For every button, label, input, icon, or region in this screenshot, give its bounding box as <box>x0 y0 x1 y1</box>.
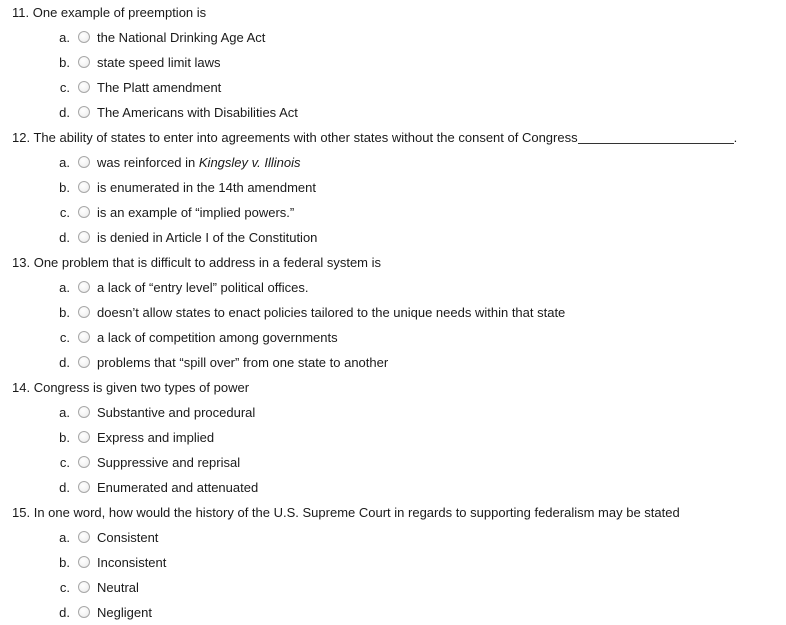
option-label[interactable]: doesn’t allow states to enact policies tailored to the unique needs within that state <box>97 305 566 320</box>
option-d <box>0 350 786 375</box>
option-label[interactable]: The Platt amendment <box>97 80 222 95</box>
question-text <box>0 375 786 400</box>
question-11 <box>0 0 786 125</box>
option-b <box>0 175 786 200</box>
radio-button[interactable] <box>78 406 90 418</box>
question-text <box>0 125 786 150</box>
radio-button[interactable] <box>78 281 90 293</box>
radio-button[interactable] <box>78 456 90 468</box>
option-letter: a. <box>59 155 70 170</box>
question-stem: One problem that is difficult to address in a federal system is <box>33 255 382 270</box>
option-letter: a. <box>59 30 70 45</box>
radio-button[interactable] <box>78 431 90 443</box>
option-label[interactable]: Consistent <box>97 530 159 545</box>
option-label[interactable]: Suppressive and reprisal <box>97 455 241 470</box>
option-letter: d. <box>59 105 70 120</box>
question-13 <box>0 250 786 375</box>
radio-button[interactable] <box>78 481 90 493</box>
option-label[interactable]: the National Drinking Age Act <box>97 30 266 45</box>
question-number: 15. <box>12 505 31 520</box>
option-label[interactable]: is denied in Article I of the Constitution <box>97 230 318 245</box>
option-letter: d. <box>59 605 70 620</box>
option-letter: b. <box>59 555 70 570</box>
option-d <box>0 100 786 125</box>
option-letter: a. <box>59 280 70 295</box>
radio-button[interactable] <box>78 81 90 93</box>
question-number: 14. <box>12 380 31 395</box>
radio-button[interactable] <box>78 531 90 543</box>
option-letter: c. <box>59 330 70 345</box>
option-label[interactable]: Substantive and procedural <box>97 405 256 420</box>
radio-button[interactable] <box>78 306 90 318</box>
option-letter: d. <box>59 480 70 495</box>
option-a <box>0 150 786 175</box>
question-stem: In one word, how would the history of the U.S. Supreme Court in regards to supporting federalism may be stated <box>33 505 680 520</box>
option-letter: c. <box>59 455 70 470</box>
radio-button[interactable] <box>78 331 90 343</box>
option-b <box>0 50 786 75</box>
option-a <box>0 25 786 50</box>
option-c <box>0 200 786 225</box>
question-number: 12. <box>12 130 31 145</box>
option-letter: c. <box>59 580 70 595</box>
option-letter: b. <box>59 305 70 320</box>
option-d <box>0 600 786 625</box>
question-stem: The ability of states to enter into agreements with other states without the consent of Congress <box>33 130 578 145</box>
option-letter: a. <box>59 530 70 545</box>
option-label[interactable]: Inconsistent <box>97 555 167 570</box>
option-label[interactable]: Enumerated and attenuated <box>97 480 259 495</box>
option-letter: c. <box>59 205 70 220</box>
option-b <box>0 300 786 325</box>
option-label-text: was reinforced in <box>97 155 199 170</box>
option-letter: b. <box>59 55 70 70</box>
option-letter: d. <box>59 230 70 245</box>
option-letter: b. <box>59 180 70 195</box>
option-a <box>0 400 786 425</box>
option-letter: b. <box>59 430 70 445</box>
question-suffix: . <box>733 130 738 145</box>
question-stem: One example of preemption is <box>32 5 207 20</box>
option-label[interactable]: The Americans with Disabilities Act <box>97 105 298 120</box>
radio-button[interactable] <box>78 181 90 193</box>
radio-button[interactable] <box>78 556 90 568</box>
question-14 <box>0 375 786 500</box>
question-number: 13. <box>12 255 31 270</box>
radio-button[interactable] <box>78 31 90 43</box>
radio-button[interactable] <box>78 56 90 68</box>
option-label[interactable] <box>97 150 301 175</box>
option-letter: a. <box>59 405 70 420</box>
option-d <box>0 475 786 500</box>
question-text <box>0 500 786 525</box>
option-letter: d. <box>59 355 70 370</box>
option-label[interactable]: state speed limit laws <box>97 55 221 70</box>
radio-button[interactable] <box>78 356 90 368</box>
question-15 <box>0 500 786 625</box>
radio-button[interactable] <box>78 106 90 118</box>
option-d <box>0 225 786 250</box>
question-number: 11. <box>12 5 30 20</box>
question-12 <box>0 125 786 250</box>
radio-button[interactable] <box>78 156 90 168</box>
option-c <box>0 575 786 600</box>
option-label[interactable]: Neutral <box>97 580 139 595</box>
option-label[interactable]: is an example of “implied powers.” <box>97 205 295 220</box>
option-c <box>0 75 786 100</box>
radio-button[interactable] <box>78 231 90 243</box>
question-text <box>0 250 786 275</box>
option-b <box>0 425 786 450</box>
question-stem: Congress is given two types of power <box>33 380 250 395</box>
option-label[interactable]: Negligent <box>97 605 152 620</box>
answer-blank <box>578 129 734 144</box>
option-a <box>0 275 786 300</box>
option-c <box>0 325 786 350</box>
option-a <box>0 525 786 550</box>
radio-button[interactable] <box>78 581 90 593</box>
option-b <box>0 550 786 575</box>
radio-button[interactable] <box>78 606 90 618</box>
radio-button[interactable] <box>78 206 90 218</box>
question-text <box>0 0 786 25</box>
option-label[interactable]: a lack of competition among governments <box>97 330 338 345</box>
option-label[interactable]: problems that “spill over” from one state to another <box>97 355 389 370</box>
option-label[interactable]: is enumerated in the 14th amendment <box>97 180 316 195</box>
option-label[interactable]: a lack of “entry level” political offices. <box>97 280 309 295</box>
option-letter: c. <box>59 80 70 95</box>
case-name: Kingsley v. Illinois <box>198 155 301 170</box>
option-c <box>0 450 786 475</box>
option-label[interactable]: Express and implied <box>97 430 215 445</box>
